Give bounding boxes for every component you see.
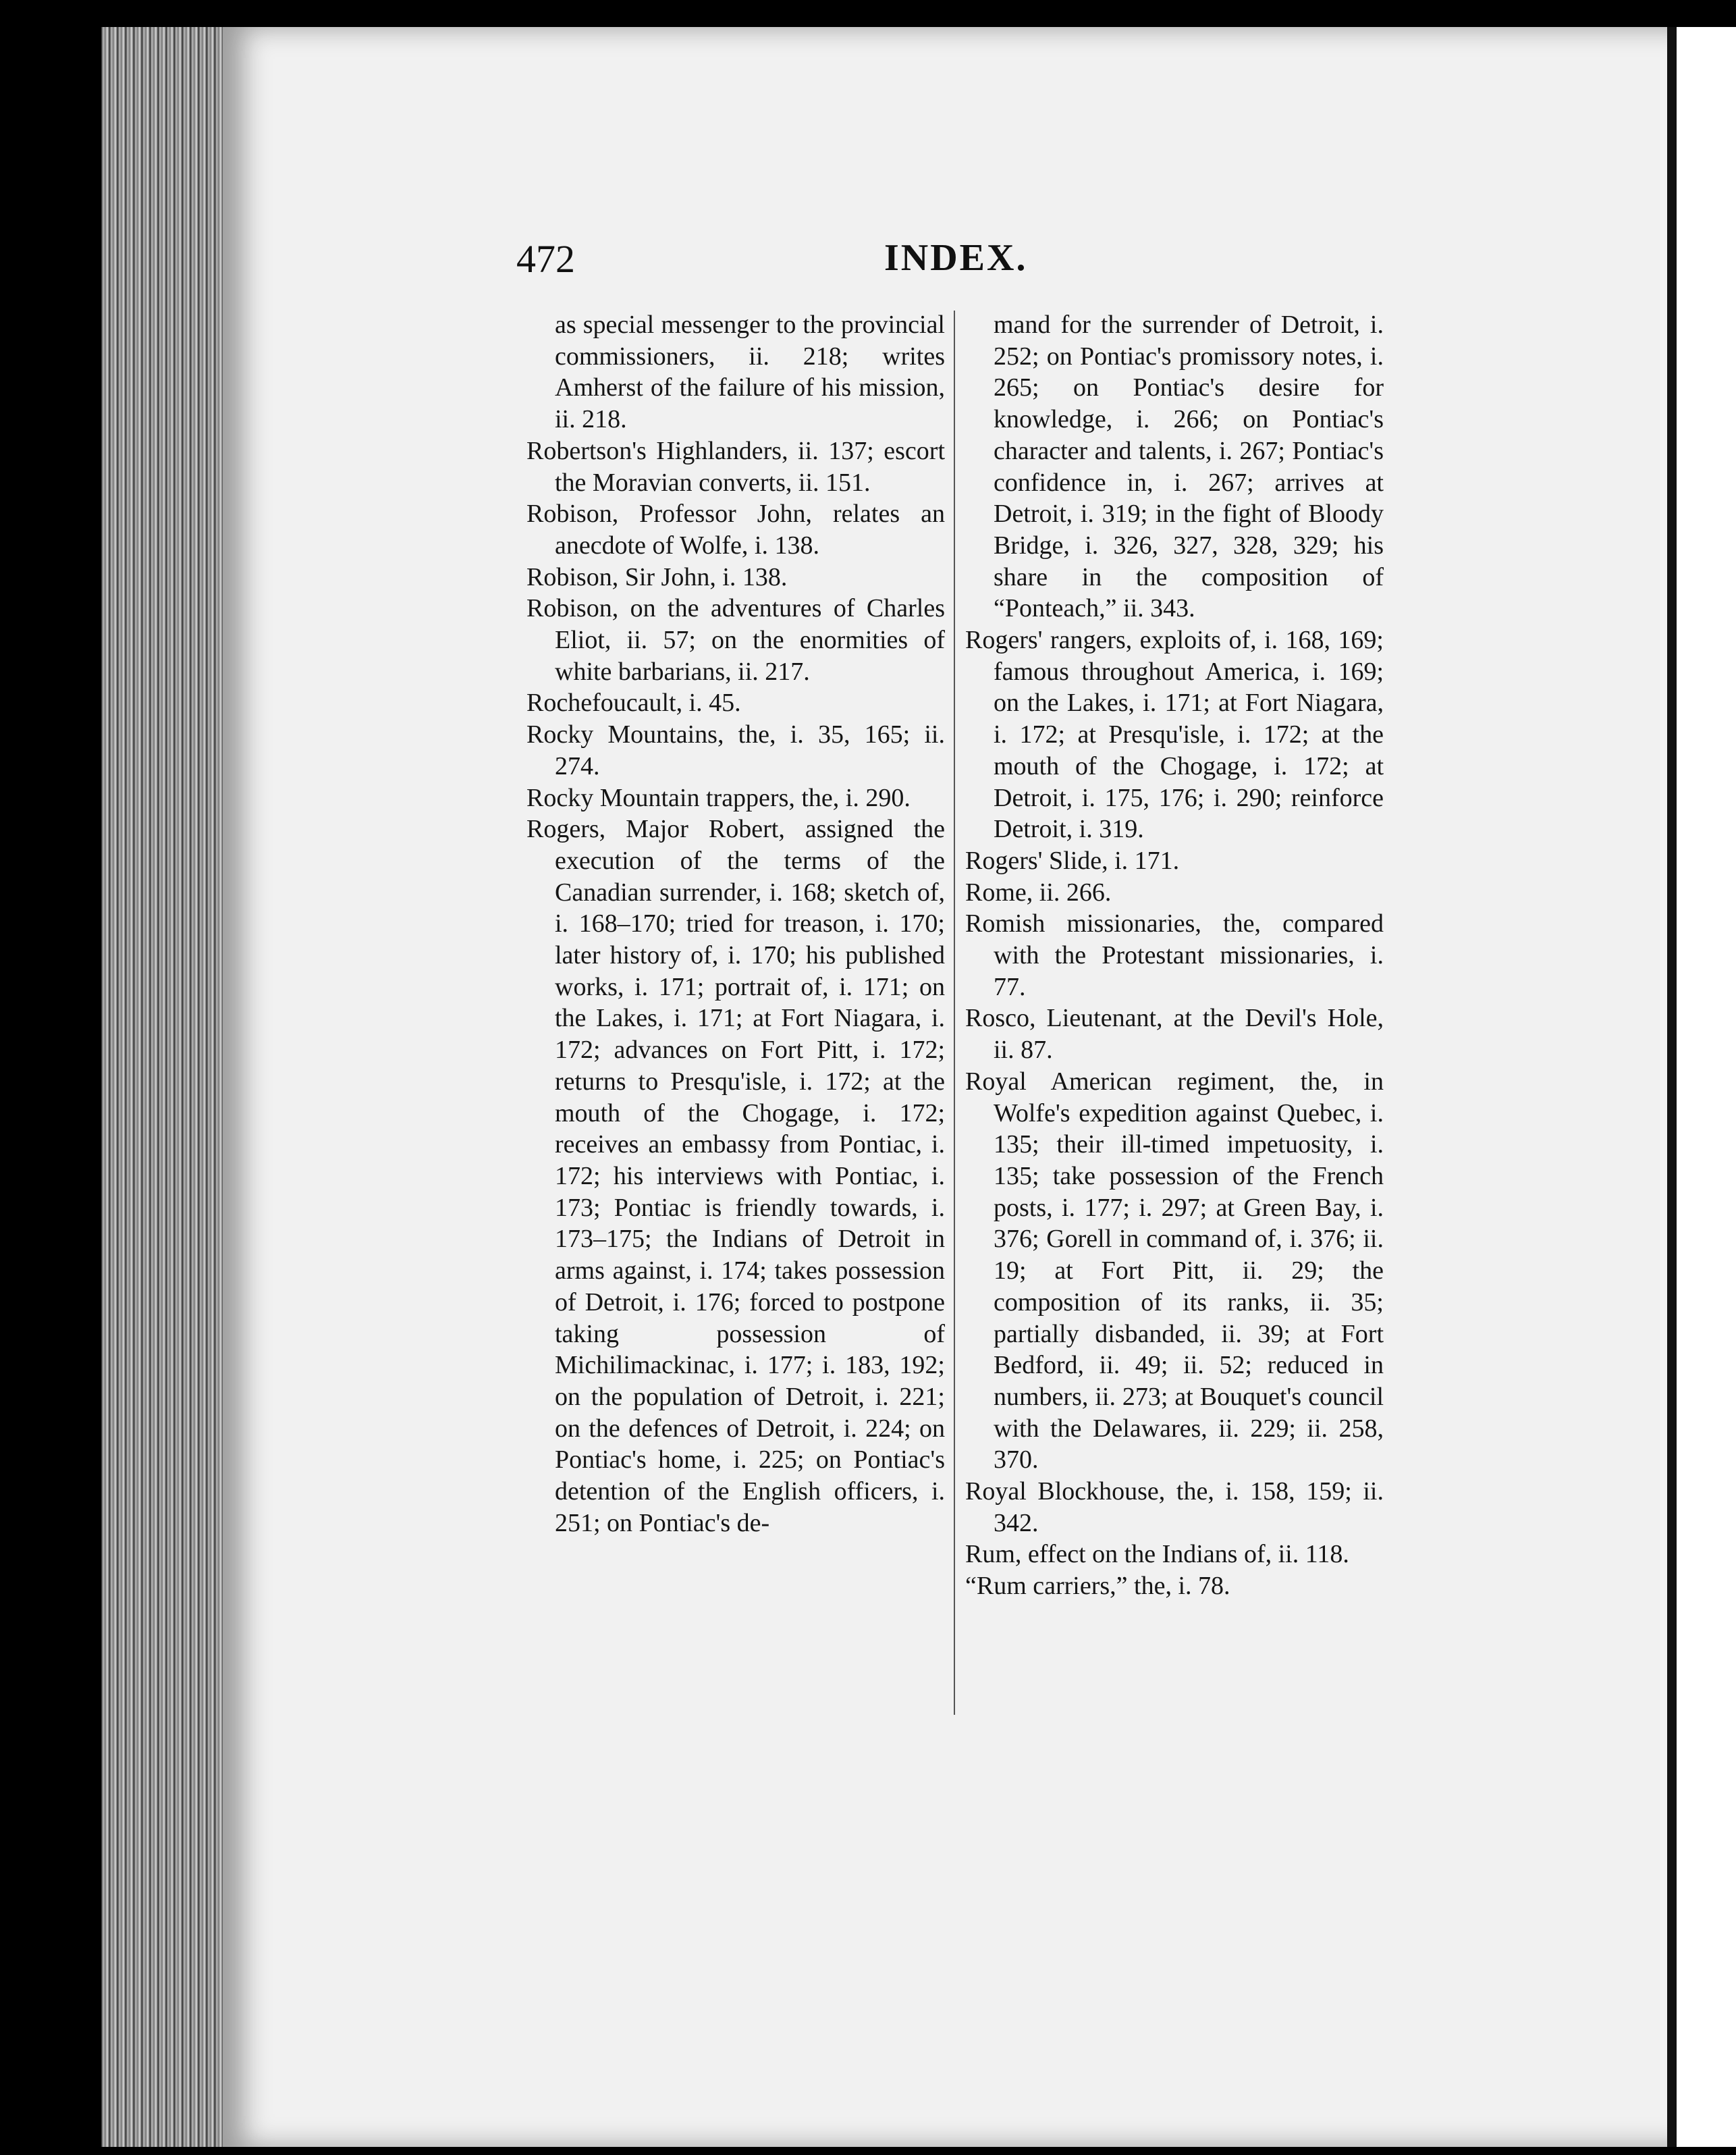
index-column-right xyxy=(965,309,1384,1602)
index-entry: Rosco, Lieutenant, at the Devil's Hole, ii. 87. xyxy=(965,1004,1384,1065)
index-entry: Rome, ii. 266. xyxy=(965,878,1112,907)
index-entry: Rochefoucault, i. 45. xyxy=(526,689,741,718)
facing-page-strip xyxy=(1667,27,1736,2147)
page-title: INDEX. xyxy=(884,237,1028,279)
index-entry: “Rum carriers,” the, i. 78. xyxy=(965,1572,1230,1601)
index-entry: Robison, Professor John, relates an anecdote of Wolfe, i. 138. xyxy=(526,500,945,560)
column-divider xyxy=(954,311,955,1715)
index-entry: Robertson's Highlanders, ii. 137; escort the Moravian converts, ii. 151. xyxy=(526,436,945,497)
index-entry: mand for the surrender of Detroit, i. 252; on Pontiac's promissory notes, i. 265; on Pontiac's desire for knowledge, i. 266; on Pontiac's character and talents, i. 267; Pontiac's confidence in, i. 267; arrives at Detroit, i. 319; in the fight of Bloody Bridge, i. 326, 327, 328, 329; his share in the composition of “Ponteach,” ii. 343. xyxy=(994,311,1384,623)
page-number: 472 xyxy=(516,237,575,281)
index-page xyxy=(223,27,1674,2147)
index-entry: Romish missionaries, the, compared with the Protestant missionaries, i. 77. xyxy=(965,909,1384,1001)
index-entry: Rocky Mountains, the, i. 35, 165; ii. 274. xyxy=(526,720,945,780)
index-entry: as special messenger to the provincial commissioners, ii. 218; writes Amherst of the failure of his mission, ii. 218. xyxy=(555,311,945,434)
index-entry: Rum, effect on the Indians of, ii. 118. xyxy=(965,1540,1349,1569)
index-column-left xyxy=(526,309,945,1539)
index-entry: Rogers' Slide, i. 171. xyxy=(965,846,1180,875)
index-entry: Rogers, Major Robert, assigned the execution of the terms of the Canadian surrender, i. 168; sketch of, i. 168–170; tried for treason, i. 170; later history of, i. 170; his published works, i. 171; portrait of, i. 171; on the Lakes, i. 171; at Fort Niagara, i. 172; advances on Fort Pitt, i. 172; returns to Presqu'isle, i. 172; at the mouth of the Chogage, i. 172; receives an embassy from Pontiac, i. 172; his interviews with Pontiac, i. 173; Pontiac is friendly towards, i. 173–175; the Indians of Detroit in arms against, i. 174; takes possession of Detroit, i. 176; forced to postpone taking possession of Michilimackinac, i. 177; i. 183, 192; on the population of Detroit, i. 221; on the defences of Detroit, i. 224; on Pontiac's home, i. 225; on Pontiac's detention of the English officers, i. 251; on Pontiac's de- xyxy=(526,815,945,1537)
index-entry: Royal Blockhouse, the, i. 158, 159; ii. 342. xyxy=(965,1477,1384,1537)
index-entry: Robison, on the adventures of Charles Eliot, ii. 57; on the enormities of white barbarians, ii. 217. xyxy=(526,594,945,686)
index-entry: Rocky Mountain trappers, the, i. 290. xyxy=(526,783,911,812)
index-entry: Rogers' rangers, exploits of, i. 168, 169; famous throughout America, i. 169; on the Lakes, i. 171; at Fort Niagara, i. 172; at Presqu'isle, i. 172; at the mouth of the Chogage, i. 172; at Detroit, i. 175, 176; i. 290; reinforce Detroit, i. 319. xyxy=(965,626,1384,844)
index-entry: Robison, Sir John, i. 138. xyxy=(526,562,788,591)
index-entry: Royal American regiment, the, in Wolfe's expedition against Quebec, i. 135; their ill-timed impetuosity, i. 135; take possession of the French posts, i. 177; i. 297; at Green Bay, i. 376; Gorell in command of, i. 376; ii. 19; at Fort Pitt, ii. 29; the composition of its ranks, ii. 35; partially disbanded, ii. 39; at Fort Bedford, ii. 49; ii. 52; reduced in numbers, ii. 273; at Bouquet's council with the Delawares, ii. 229; ii. 258, 370. xyxy=(965,1067,1384,1474)
